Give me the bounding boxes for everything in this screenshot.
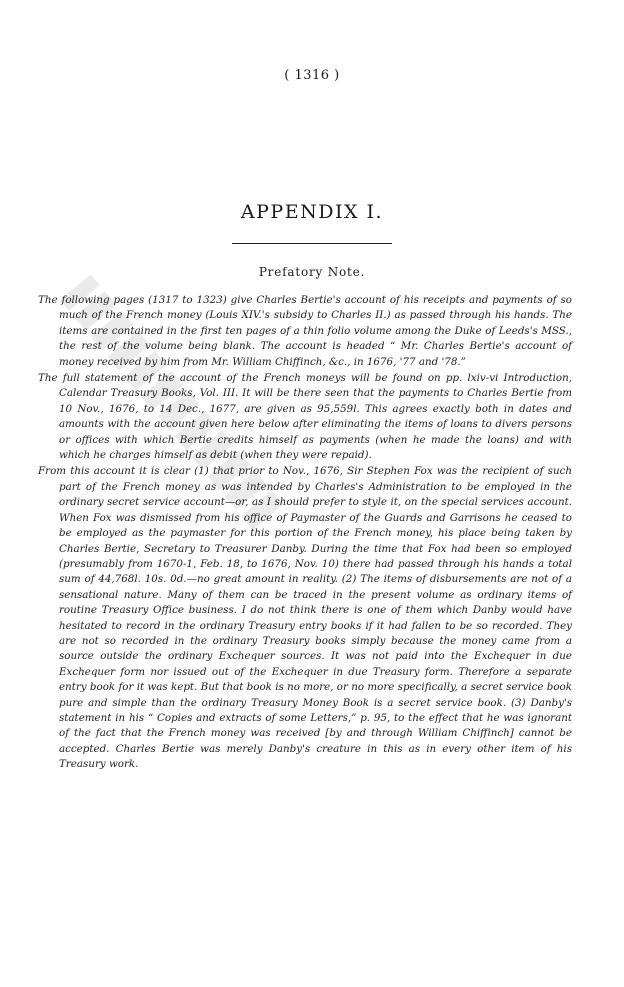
appendix-heading: APPENDIX I.: [240, 201, 384, 223]
heading-rule: [232, 243, 392, 244]
paragraph-3: From this account it is clear (1) that prior to Nov., 1676, Sir Stephen Fox was the recipient of such part of the French money as was intended by Charles's Administration to be employed in the ordinary secret service account—or, as I should prefer to style it, on the special services account. When Fox was dismissed from his office of Paymaster of the Guards and Garrisons he ceased to be employed as the paymaster for this portion of the French money, his place being taken by Charles Bertie, Secretary to Treasurer Danby. During the time that Fox had been so employed (presumably from 1670-1, Feb. 18, to 1676, Nov. 10) there had passed through his hands a total sum of 44,768l. 10s. 0d.—no great amount in reality. (2) The items of disbursements are not of a sensational nature. Many of them can be traced in the present volume as ordinary items of routine Treasury Office business. I do not think there is one of them which Danby would have hesitated to record in the ordinary Treasury entry books if it had fallen to be so recorded. They are not so recorded in the ordinary Treasury books simply because the money came from a source outside the ordinary Exchequer sources. It was not paid into the Exchequer in due Exchequer form nor issued out of the Exchequer in due Treasury form. Therefore a separate entry book for it was kept. But that book is no more, or no more specifically, a secret service book pure and simple than the ordinary Treasury Money Book is a secret service book. (3) Danby's statement in his “ Copies and extracts of some Letters,” p. 95, to the effect that he was ignorant of the fact that the French money was received [by and through William Chiffinch] cannot be accepted. Charles Bertie was merely Danby's creature in this as in every other item of his Treasury work.: [38, 465, 572, 771]
paragraph-1: The following pages (1317 to 1323) give Charles Bertie's account of his receipts and payments of so much of the French money (Louis XIV.'s subsidy to Charles II.) as passed through his hands. The items are contained in the first ten pages of a thin folio volume among the Duke of Leeds's MSS., the rest of the volume being blank. The account is headed “ Mr. Charles Bertie's account of money received by him from Mr. William Chiffinch, &c., in 1676, '77 and '78.”: [38, 294, 572, 368]
prefatory-note-heading: Prefatory Note.: [258, 265, 366, 279]
page-number: ( 1316 ): [284, 68, 340, 83]
paragraph-2: The full statement of the account of the French moneys will be found on pp. lxiv-vi Introduction, Calendar Treasury Books, Vol. III. It will be there seen that the payments to Charles Bertie from 10 Nov., 1676, to 14 Dec., 1677, are given as 95,559l. This agrees exactly both in dates and amounts with the account given here below after eliminating the items of loans to divers persons or offices with which Bertie credits himself as payments (when he made the loans) and with which he charges himself as debit (when they were repaid).: [38, 372, 572, 462]
body-text: [38, 293, 572, 774]
